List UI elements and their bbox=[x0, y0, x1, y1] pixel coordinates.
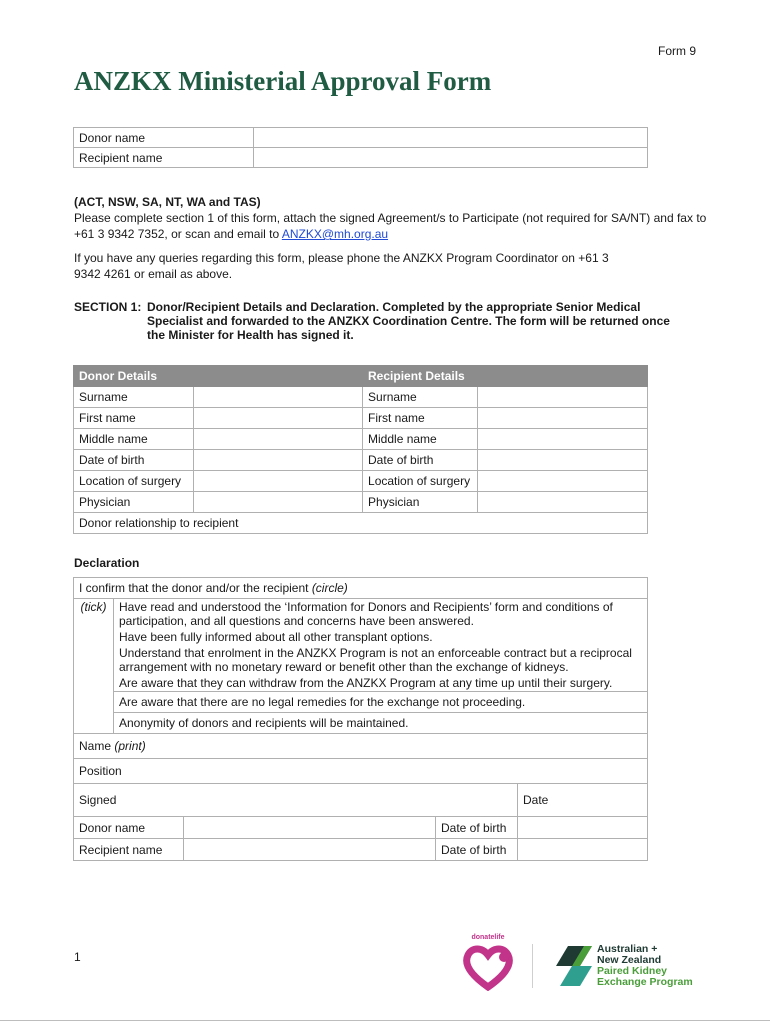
signed-field[interactable] bbox=[74, 784, 518, 817]
table-row bbox=[74, 513, 648, 534]
tick-box[interactable] bbox=[74, 645, 114, 675]
table-row bbox=[74, 408, 648, 429]
tick-box[interactable] bbox=[74, 629, 114, 645]
date-label: Date bbox=[523, 793, 549, 807]
section-label: SECTION 1: bbox=[74, 300, 142, 314]
recipient-first-name-field[interactable] bbox=[478, 408, 648, 429]
recipient-name-field[interactable] bbox=[254, 148, 648, 168]
recipient-surname-field[interactable] bbox=[478, 387, 648, 408]
instructions bbox=[74, 194, 714, 291]
donor-name-field[interactable] bbox=[254, 128, 648, 148]
page-bottom-rule bbox=[0, 1020, 770, 1021]
kidney-exchange-icon bbox=[556, 942, 596, 990]
recipient-dob-field[interactable] bbox=[478, 450, 648, 471]
donor-field-label: Physician bbox=[74, 492, 194, 513]
name-label: Name bbox=[79, 739, 112, 753]
tick-box[interactable] bbox=[74, 675, 114, 692]
donor-middle-name-field[interactable] bbox=[194, 429, 363, 450]
recipient-field-label: Physician bbox=[363, 492, 478, 513]
instructions-line2: If you have any queries regarding this form, please phone the ANZKX Program Coordinator on +61 3 9342 4261 or email as above. bbox=[74, 251, 609, 281]
recipient-physician-field[interactable] bbox=[478, 492, 648, 513]
jurisdictions: (ACT, NSW, SA, NT, WA and TAS) bbox=[74, 195, 261, 209]
anzkx-logo bbox=[556, 942, 716, 992]
page-number: 1 bbox=[74, 950, 81, 964]
recipient-name-label: Recipient name bbox=[74, 839, 184, 861]
donor-first-name-field[interactable] bbox=[194, 408, 363, 429]
donor-dob-field[interactable] bbox=[518, 817, 648, 839]
declaration-item[interactable]: Are aware that there are no legal remedies for the exchange not proceeding. bbox=[114, 692, 648, 713]
tick-box[interactable] bbox=[74, 692, 114, 713]
section-1-heading bbox=[74, 300, 694, 342]
anzkx-line: New Zealand bbox=[597, 954, 662, 966]
recipient-location-field[interactable] bbox=[478, 471, 648, 492]
logo-divider bbox=[532, 944, 533, 988]
anzkx-line: Australian + bbox=[597, 943, 658, 955]
position-label: Position bbox=[79, 764, 122, 778]
date-field[interactable] bbox=[518, 784, 648, 817]
donor-location-field[interactable] bbox=[194, 471, 363, 492]
donor-name-field[interactable] bbox=[184, 817, 436, 839]
section-text: Donor/Recipient Details and Declaration. Completed by the appropriate Senior Medical Specialist and forwarded to the ANZKX Coordination Centre. The form will be returned once the Minister for Health has signed it. bbox=[147, 300, 670, 342]
name-table bbox=[73, 127, 648, 168]
recipient-field-label: First name bbox=[363, 408, 478, 429]
dob-label: Date of birth bbox=[436, 839, 518, 861]
donor-dob-field[interactable] bbox=[194, 450, 363, 471]
donor-name-label: Donor name bbox=[74, 128, 254, 148]
donor-details-header: Donor Details bbox=[74, 366, 363, 387]
declaration-item[interactable]: Are aware that they can withdraw from the ANZKX Program at any time up until their surgery. bbox=[114, 675, 648, 692]
declaration-item[interactable]: Have read and understood the ‘Information for Donors and Recipients’ form and conditions of participation, and all questions and concerns have been answered. bbox=[114, 599, 648, 630]
tick-box[interactable] bbox=[74, 713, 114, 734]
donor-field-label: Date of birth bbox=[74, 450, 194, 471]
confirm-text: I confirm that the donor and/or the recipient bbox=[79, 581, 309, 595]
recipient-field-label: Middle name bbox=[363, 429, 478, 450]
print-hint: (print) bbox=[114, 739, 146, 753]
declaration-heading: Declaration bbox=[74, 556, 140, 570]
donor-physician-field[interactable] bbox=[194, 492, 363, 513]
form-number: Form 9 bbox=[657, 44, 696, 58]
details-table bbox=[73, 365, 648, 534]
relationship-label: Donor relationship to recipient bbox=[79, 516, 239, 530]
name-print-field[interactable] bbox=[74, 734, 648, 759]
declaration-table bbox=[73, 577, 648, 861]
donor-surname-field[interactable] bbox=[194, 387, 363, 408]
confirm-row bbox=[74, 578, 648, 599]
tick-column-header: (tick) bbox=[74, 599, 114, 630]
dob-label: Date of birth bbox=[436, 817, 518, 839]
declaration-item[interactable]: Have been fully informed about all other transplant options. bbox=[114, 629, 648, 645]
recipient-dob-field[interactable] bbox=[518, 839, 648, 861]
recipient-field-label: Date of birth bbox=[363, 450, 478, 471]
table-row bbox=[74, 450, 648, 471]
anzkx-line: Paired Kidney bbox=[597, 965, 668, 977]
declaration-item[interactable]: Anonymity of donors and recipients will be maintained. bbox=[114, 713, 648, 734]
table-row bbox=[74, 429, 648, 450]
donor-field-label: Middle name bbox=[74, 429, 194, 450]
email-link[interactable]: ANZKX@mh.org.au bbox=[281, 227, 389, 241]
donor-field-label: First name bbox=[74, 408, 194, 429]
table-row bbox=[74, 471, 648, 492]
heart-icon bbox=[460, 941, 516, 991]
declaration-item[interactable]: Understand that enrolment in the ANZKX Program is not an enforceable contract but a reciprocal arrangement with no monetary reward or benefit other than the exchange of kidneys. bbox=[114, 645, 648, 675]
table-row bbox=[74, 492, 648, 513]
recipient-middle-name-field[interactable] bbox=[478, 429, 648, 450]
recipient-name-label: Recipient name bbox=[74, 148, 254, 168]
table-row bbox=[74, 387, 648, 408]
recipient-details-header: Recipient Details bbox=[363, 366, 648, 387]
recipient-field-label: Surname bbox=[363, 387, 478, 408]
recipient-field-label: Location of surgery bbox=[363, 471, 478, 492]
signed-label: Signed bbox=[79, 793, 117, 807]
donatelife-logo bbox=[460, 934, 516, 994]
page-title: ANZKX Ministerial Approval Form bbox=[74, 66, 492, 96]
donor-name-label: Donor name bbox=[74, 817, 184, 839]
circle-hint: (circle) bbox=[311, 581, 348, 595]
donor-field-label: Surname bbox=[74, 387, 194, 408]
donor-field-label: Location of surgery bbox=[74, 471, 194, 492]
recipient-name-field[interactable] bbox=[184, 839, 436, 861]
anzkx-wordmark bbox=[597, 944, 693, 988]
relationship-field[interactable] bbox=[74, 513, 648, 534]
anzkx-line: Exchange Program bbox=[597, 976, 693, 988]
position-field[interactable] bbox=[74, 759, 648, 784]
donatelife-wordmark: donatelife bbox=[471, 934, 505, 941]
instructions-line1: Please complete section 1 of this form, attach the signed Agreement/s to Participate (not required for SA/NT) and fax to +61 3 9342 7352, or scan and email to bbox=[74, 211, 707, 241]
